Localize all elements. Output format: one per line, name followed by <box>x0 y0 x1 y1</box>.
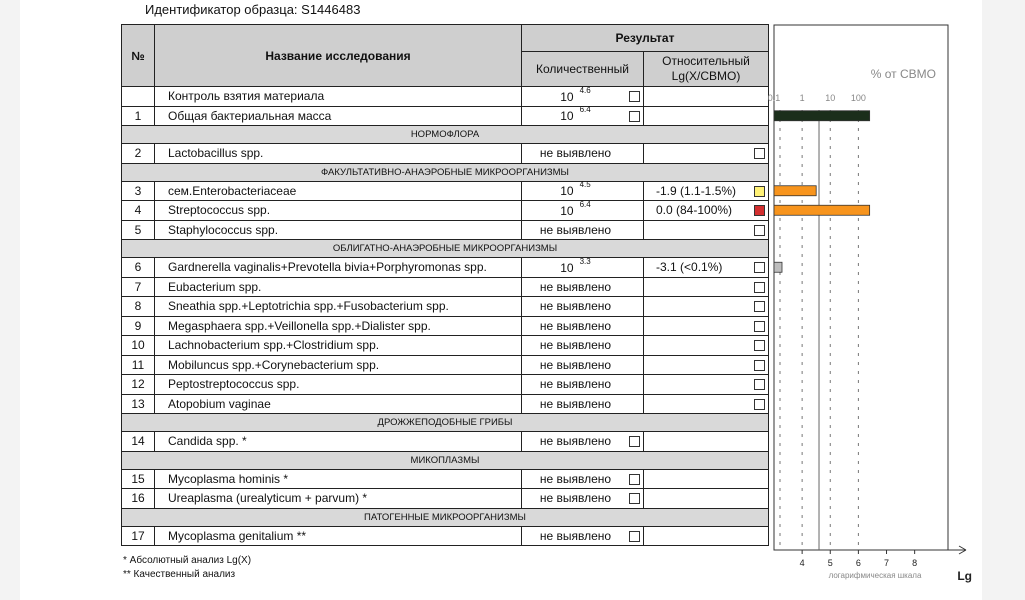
header-name: Название исследования <box>155 25 522 87</box>
table-row <box>122 336 769 356</box>
color-indicator-icon <box>754 186 765 197</box>
color-indicator-icon <box>754 262 765 273</box>
row-quantitative <box>522 469 644 489</box>
section-label: НОРМОФЛОРА <box>122 126 769 144</box>
table-row <box>122 144 769 164</box>
qty-exponent: 3.3 <box>579 256 591 266</box>
row-num: 16 <box>122 489 155 509</box>
row-num: 3 <box>122 181 155 201</box>
color-indicator-icon <box>754 205 765 216</box>
checkbox-icon <box>629 91 640 102</box>
checkbox-icon <box>629 474 640 485</box>
table-row <box>122 201 769 221</box>
color-indicator-icon <box>754 148 765 159</box>
row-name: Контроль взятия материала <box>155 87 522 107</box>
row-num: 12 <box>122 375 155 395</box>
qty-base: 10 <box>560 89 574 104</box>
rel-value: -3.1 (<0.1%) <box>656 260 723 275</box>
row-name: Peptostreptococcus spp. <box>155 375 522 395</box>
row-name: Gardnerella vaginalis+Prevotella bivia+Porphyromonas spp. <box>155 258 522 278</box>
row-num <box>122 87 155 107</box>
row-num: 10 <box>122 336 155 356</box>
header-relative-line2: Lg(X/СВМО) <box>671 69 741 83</box>
row-relative <box>644 144 769 164</box>
bar <box>774 205 870 215</box>
section-label: ФАКУЛЬТАТИВНО-АНАЭРОБНЫЕ МИКРООРГАНИЗМЫ <box>122 163 769 181</box>
x-tick-label: 5 <box>827 558 833 568</box>
axis-lg-label: Lg <box>957 569 972 583</box>
row-num: 1 <box>122 106 155 126</box>
table-row <box>122 432 769 452</box>
row-num: 5 <box>122 220 155 240</box>
header-num: № <box>122 25 155 87</box>
color-indicator-icon <box>754 360 765 371</box>
results-table <box>121 24 769 546</box>
rel-value: 0.0 (84-100%) <box>656 203 733 218</box>
table-row <box>122 258 769 278</box>
table-row <box>122 220 769 240</box>
footnote-absolute: * Абсолютный анализ Lg(X) <box>123 555 252 566</box>
qty-value <box>560 180 591 199</box>
x-tick-label: 8 <box>912 558 918 568</box>
row-relative <box>644 258 769 278</box>
top-tick-label: 10 <box>825 93 836 103</box>
row-relative <box>644 201 769 221</box>
row-num: 9 <box>122 316 155 336</box>
table-row <box>122 277 769 297</box>
table-row <box>122 316 769 336</box>
row-relative <box>644 277 769 297</box>
section-label: МИКОПЛАЗМЫ <box>122 451 769 469</box>
row-quantitative <box>522 432 644 452</box>
color-indicator-icon <box>754 225 765 236</box>
x-tick-label: 4 <box>799 558 805 568</box>
row-quantitative <box>522 220 644 240</box>
color-indicator-icon <box>754 321 765 332</box>
qty-not-detected: не выявлено <box>539 491 612 506</box>
color-indicator-icon <box>754 301 765 312</box>
section-label: ОБЛИГАТНО-АНАЭРОБНЫЕ МИКРООРГАНИЗМЫ <box>122 240 769 258</box>
section-row <box>122 451 769 469</box>
table-row <box>122 106 769 126</box>
qty-base: 10 <box>560 260 574 275</box>
qty-not-detected: не выявлено <box>539 146 612 161</box>
qty-exponent: 4.6 <box>579 85 591 95</box>
header-relative-line1: Относительный <box>662 54 750 68</box>
relative-chart <box>767 24 972 584</box>
row-name: сем.Enterobacteriaceae <box>155 181 522 201</box>
checkbox-icon <box>629 111 640 122</box>
row-num: 2 <box>122 144 155 164</box>
chart-frame <box>774 25 948 550</box>
qty-value <box>560 199 591 218</box>
row-name: Staphylococcus spp. <box>155 220 522 240</box>
header-result: Результат <box>522 25 769 52</box>
row-quantitative <box>522 181 644 201</box>
row-quantitative <box>522 277 644 297</box>
checkbox-icon <box>629 531 640 542</box>
row-relative <box>644 469 769 489</box>
top-tick-label: 1 <box>799 93 805 103</box>
qty-base: 10 <box>560 203 574 218</box>
row-relative <box>644 375 769 395</box>
sample-id: Идентификатор образца: S1446483 <box>145 2 361 17</box>
row-quantitative <box>522 355 644 375</box>
qty-not-detected: не выявлено <box>539 338 612 353</box>
qty-not-detected: не выявлено <box>539 471 612 486</box>
row-relative <box>644 526 769 546</box>
header-quantitative: Количественный <box>522 52 644 87</box>
qty-not-detected: не выявлено <box>539 377 612 392</box>
table-row <box>122 375 769 395</box>
checkbox-icon <box>629 493 640 504</box>
row-relative <box>644 87 769 107</box>
qty-not-detected: не выявлено <box>539 434 612 449</box>
bar <box>774 111 870 121</box>
table-row <box>122 469 769 489</box>
row-relative <box>644 489 769 509</box>
section-row <box>122 508 769 526</box>
section-row <box>122 126 769 144</box>
row-name: Candida spp. * <box>155 432 522 452</box>
section-label: ДРОЖЖЕПОДОБНЫЕ ГРИБЫ <box>122 414 769 432</box>
row-quantitative <box>522 258 644 278</box>
row-name: Eubacterium spp. <box>155 277 522 297</box>
row-relative <box>644 106 769 126</box>
rel-value: -1.9 (1.1-1.5%) <box>656 183 737 198</box>
section-label: ПАТОГЕННЫЕ МИКРООРГАНИЗМЫ <box>122 508 769 526</box>
row-quantitative <box>522 106 644 126</box>
row-quantitative <box>522 394 644 414</box>
row-name: Общая бактериальная масса <box>155 106 522 126</box>
row-relative <box>644 181 769 201</box>
qty-base: 10 <box>560 109 574 124</box>
table-row <box>122 181 769 201</box>
row-name: Mobiluncus spp.+Corynebacterium spp. <box>155 355 522 375</box>
row-name: Atopobium vaginae <box>155 394 522 414</box>
qty-base: 10 <box>560 184 574 199</box>
row-quantitative <box>522 489 644 509</box>
row-num: 6 <box>122 258 155 278</box>
qty-not-detected: не выявлено <box>539 357 612 372</box>
qty-exponent: 4.5 <box>579 180 591 190</box>
row-name: Lactobacillus spp. <box>155 144 522 164</box>
qty-value <box>560 85 591 104</box>
row-name: Mycoplasma genitalium ** <box>155 526 522 546</box>
row-relative <box>644 297 769 317</box>
bar <box>774 186 816 196</box>
qty-value <box>560 105 591 124</box>
row-num: 17 <box>122 526 155 546</box>
row-relative <box>644 355 769 375</box>
x-axis-label: логарифмическая шкала <box>828 571 922 580</box>
section-row <box>122 163 769 181</box>
row-num: 14 <box>122 432 155 452</box>
color-indicator-icon <box>754 399 765 410</box>
row-quantitative <box>522 201 644 221</box>
row-num: 7 <box>122 277 155 297</box>
color-indicator-icon <box>754 340 765 351</box>
table-row <box>122 297 769 317</box>
color-indicator-icon <box>754 282 765 293</box>
qty-not-detected: не выявлено <box>539 318 612 333</box>
row-quantitative <box>522 316 644 336</box>
row-quantitative <box>522 87 644 107</box>
qty-not-detected: не выявлено <box>539 528 612 543</box>
x-tick-label: 7 <box>884 558 890 568</box>
top-tick-label: 0.1 <box>767 93 781 103</box>
qty-exponent: 6.4 <box>579 199 591 209</box>
qty-value <box>560 256 591 275</box>
row-name: Lachnobacterium spp.+Clostridium spp. <box>155 336 522 356</box>
qty-not-detected: не выявлено <box>539 299 612 314</box>
top-tick-label: 100 <box>850 93 866 103</box>
row-num: 15 <box>122 469 155 489</box>
header-relative <box>644 52 769 87</box>
row-quantitative <box>522 297 644 317</box>
row-relative <box>644 394 769 414</box>
table-row <box>122 489 769 509</box>
table-row <box>122 394 769 414</box>
qty-not-detected: не выявлено <box>539 222 612 237</box>
row-relative <box>644 336 769 356</box>
report-page <box>20 0 982 600</box>
row-quantitative <box>522 336 644 356</box>
section-row <box>122 414 769 432</box>
x-tick-label: 6 <box>855 558 861 568</box>
bar <box>774 262 782 272</box>
row-name: Sneathia spp.+Leptotrichia spp.+Fusobacterium spp. <box>155 297 522 317</box>
row-quantitative <box>522 144 644 164</box>
row-num: 4 <box>122 201 155 221</box>
row-num: 13 <box>122 394 155 414</box>
row-name: Megasphaera spp.+Veillonella spp.+Dialister spp. <box>155 316 522 336</box>
color-indicator-icon <box>754 379 765 390</box>
row-relative <box>644 316 769 336</box>
qty-not-detected: не выявлено <box>539 279 612 294</box>
row-quantitative <box>522 526 644 546</box>
footnote-qualitative: ** Качественный анализ <box>123 569 236 580</box>
row-num: 11 <box>122 355 155 375</box>
row-name: Mycoplasma hominis * <box>155 469 522 489</box>
row-name: Streptococcus spp. <box>155 201 522 221</box>
row-num: 8 <box>122 297 155 317</box>
qty-exponent: 6.4 <box>579 105 591 115</box>
row-relative <box>644 432 769 452</box>
qty-not-detected: не выявлено <box>539 396 612 411</box>
row-name: Ureaplasma (urealyticum + parvum) * <box>155 489 522 509</box>
checkbox-icon <box>629 436 640 447</box>
section-row <box>122 240 769 258</box>
row-quantitative <box>522 375 644 395</box>
table-row <box>122 87 769 107</box>
chart-title: % от СВМО <box>870 67 936 81</box>
table-row <box>122 355 769 375</box>
row-relative <box>644 220 769 240</box>
table-row <box>122 526 769 546</box>
